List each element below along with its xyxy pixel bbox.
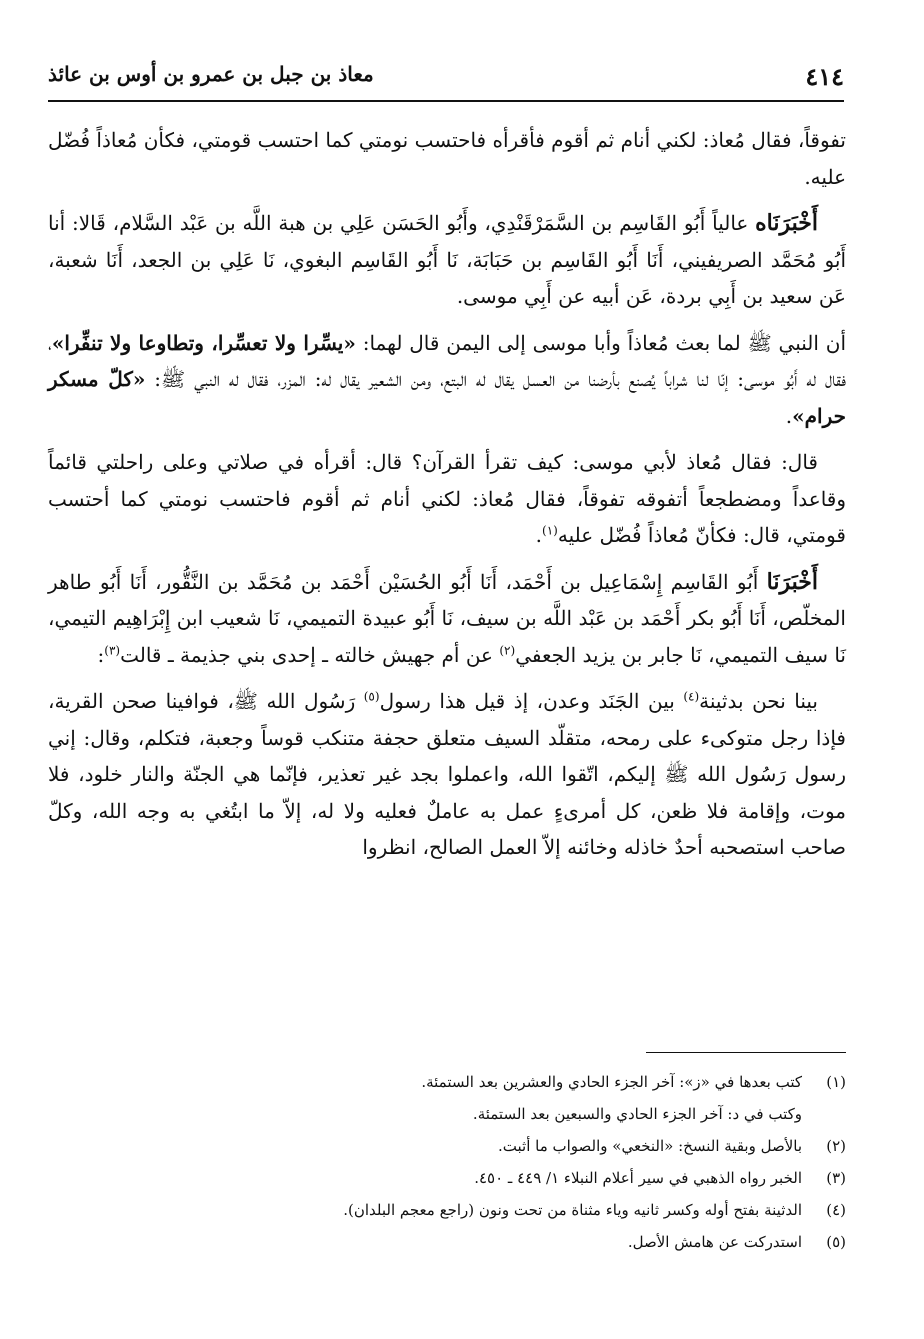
footnote-marker: (٥) (363, 689, 380, 704)
page-header (48, 54, 844, 102)
hadith-quote: «كلّ مسكر حرام» (48, 367, 846, 428)
footnote-marker: (٤) (683, 689, 700, 704)
footnote-text: بالأصل وبقية النسخ: «النخعي» والصواب ما أثبت. (498, 1137, 802, 1155)
isnad-lead: أَخْبَرَنَاه (755, 210, 818, 236)
footnotes (60, 1066, 846, 1258)
text-segment: بينا نحن بدثينة (699, 689, 818, 713)
footnote-text: استدركت عن هامش الأصل. (627, 1233, 802, 1251)
footnote-text: الخبر رواه الذهبي في سير أعلام النبلاء ١/ ٤٤٩ ـ ٤٥٠. (474, 1169, 802, 1187)
footnote-number: (٢) (826, 1137, 846, 1155)
main-text (48, 122, 846, 876)
text-segment: عن أم جهيش خالته ـ إحدى بني جذيمة ـ قالت (120, 642, 500, 667)
footnote (60, 1162, 846, 1194)
text-segment: . (535, 523, 543, 547)
footnote-number: (٣) (826, 1169, 846, 1187)
text-segment: أن النبي ﷺ لما بعث مُعاذاً وأبا موسى إلى اليمن قال لهما: (355, 330, 846, 355)
paragraph (48, 683, 846, 866)
footnote (60, 1226, 846, 1258)
text-segment: عالياً أَبُو القَاسِم بن السَّمَرْقَنْدِي، وأَبُو الحَسَن عَلِي بن هبة اللَّه بن عَبْد السَّلام، قَالا: أنا أَبُو مُحَمَّد الصريفيني، أَنَا أَبُو القَاسِم بن حَبَابَة، نَا أَبُو القَاسِم البغوي، نَا عَلِي بن الجعد، أَنَا شعبة، عَن سعيد بن أَبِي بردة، عَن أبيه عن أَبِي موسى. (48, 211, 846, 308)
text-segment: قال: فقال مُعاذ لأبي موسى: كيف تقرأ القرآن؟ قال: أقرأه في صلاتي وعلى راحلتي قائماً وقاعداً ومضطجعاً أتفوقه تفوقاً، فقال مُعاذ: لكني أنام ثم أقوم فاحتسب نومتي كما أحتسب قومتي، قال: فكأنّ مُعاذاً فُضّل عليه (48, 450, 846, 547)
footnote-text: وكتب في د: آخر الجزء الحادي والسبعين بعد الستمئة. (472, 1105, 802, 1123)
text-segment: أَبُو القَاسِم إِسْمَاعِيل بن أَحْمَد، أَنَا أَبُو الحُسَيْن أَحْمَد بن مُحَمَّد بن النَّقُّور، أَنَا أَبُو طاهر المخلّص، أَنَا أَبُو بكر أَحْمَد بن عَبْد اللَّه بن سيف، نَا أَبُو عبيدة التميمي، نَا شعيب ابن إِبْرَاهِيم التيمي، نَا سيف التميمي، نَا جابر بن يزيد الجعفي (48, 569, 846, 667)
footnote-rule (646, 1052, 846, 1053)
text-segment: . (785, 403, 793, 428)
text-segment: تفوقاً، فقال مُعاذ: لكني أنام ثم أقوم فأقرأه فاحتسب نومتي كما احتسب قومتي، فكأن مُعاذاً فُضّل عليه. (48, 128, 846, 189)
isnad-lead: أَخْبَرَنَا (766, 568, 818, 595)
footnote (60, 1066, 846, 1098)
text-segment: بين الجَنَد وعدن، إذ قيل هذا رسول (379, 689, 684, 713)
hadith-quote: «يسِّرا ولا تعسِّرا، وتطاوعا ولا تنفِّرا» (51, 330, 356, 355)
footnote (60, 1098, 846, 1130)
footnote-number: (٤) (826, 1201, 846, 1219)
footnote-text: كتب بعدها في «ز»: آخر الجزء الحادي والعشرين بعد الستمئة. (421, 1073, 802, 1091)
header-rule (48, 100, 844, 102)
paragraph (48, 205, 846, 315)
paragraph (48, 122, 846, 195)
footnote-text: الدثينة بفتح أوله وكسر ثانيه وياء مثناة من تحت ونون (راجع معجم البلدان). (343, 1201, 802, 1219)
footnote (60, 1130, 846, 1162)
text-segment: رَسُول الله ﷺ، فوافينا صحن القرية، فإذا رجل متوكىء على رمحه، متقلّد السيف متعلق حجفة متنكب قوساً وجعبة، فتكلم، وقال: إني رسول رَسُول الله ﷺ إليكم، اتّقوا الله، واعملوا بجد غير تعذير، فإنّما هي الجنّة والنار خلود، فلا موت، وإقامة فلا ظعن، كل أمرىءٍ عمل به عاملٌ فعليه ولا له، إلاّ ما ابتُغي به وجه الله، وكلّ صاحب استصحبه أحدٌ خاذله وخائنه إلاّ العمل الصالح، انظروا (48, 689, 846, 859)
footnote-marker: (١) (542, 523, 558, 538)
running-title: معاذ بن جبل بن عمرو بن أوس بن عائذ (48, 62, 374, 86)
footnote-marker: (٢) (499, 642, 516, 657)
footnote-number: (٥) (826, 1233, 846, 1251)
paragraph (48, 444, 846, 554)
footnote-marker: (٣) (104, 642, 121, 657)
paragraph (48, 564, 846, 674)
text-segment: ، فقال له أَبُو موسى: إنّا لنا شراباً يُصنع بأرضنا من العسل يقال له البتع، ومن الشعير يقال له: المزر، فقال له النبي ﷺ: (48, 330, 846, 391)
paragraph (48, 325, 846, 435)
page-number: ٤١٤ (805, 62, 844, 91)
footnote (60, 1194, 846, 1226)
text-segment: : (97, 642, 105, 667)
footnote-number: (١) (826, 1073, 846, 1091)
